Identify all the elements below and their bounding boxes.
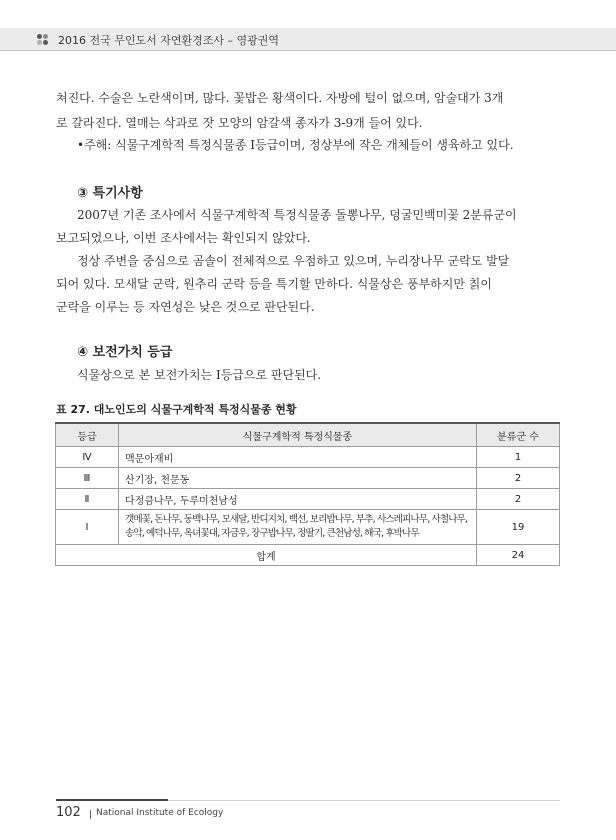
note-line: •주해: 식물구계학적 특정식물종 I등급이며, 정상부에 작은 개체들이 생육하고 있다. — [77, 138, 514, 152]
footer-separator — [90, 810, 91, 819]
count-cell: 1 — [477, 447, 560, 468]
grade-cell: Ⅱ — [56, 489, 119, 510]
footer-accent-bar — [56, 799, 168, 801]
species-line: 갯메꽃, 돈나무, 동백나무, 모새달, 반디지치, 백선, 보리밥나무, 부추, 사스레피나무, 사철나무, — [125, 514, 468, 525]
grade-cell: Ⅳ — [56, 447, 119, 468]
count-cell: 19 — [477, 510, 560, 545]
total-count-cell: 24 — [477, 545, 560, 566]
species-table — [55, 422, 560, 566]
species-line: 송악, 예덕나무, 옥녀꽃대, 자금우, 장구밥나무, 정딸기, 큰천남성, 해국, 후박나무 — [125, 528, 419, 539]
grade-cell: Ⅰ — [56, 510, 119, 545]
total-label-cell: 합계 — [56, 545, 477, 566]
column-header-grade: 등급 — [56, 423, 119, 447]
column-header-count: 분류군 수 — [477, 423, 560, 447]
footer-institute: National Institute of Ecology — [96, 808, 224, 818]
grade-cell: Ⅲ — [56, 468, 119, 489]
count-cell: 2 — [477, 468, 560, 489]
paragraph-line: 되어 있다. 모새달 군락, 원추리 군락 등을 특기할 만하다. 식물상은 풍부하지만 칡이 — [56, 277, 492, 291]
column-header-species: 식물구계학적 특정식물종 — [119, 423, 477, 447]
header-title: 2016 전국 무인도서 자연환경조사 – 영광권역 — [58, 34, 279, 47]
table-row — [56, 489, 560, 510]
paragraph-line: 로 갈라진다. 열매는 삭과로 잣 모양의 암갈색 종자가 3-9개 들어 있다. — [56, 116, 423, 130]
count-cell: 2 — [477, 489, 560, 510]
header-dots-icon — [37, 34, 51, 44]
footer-divider — [168, 800, 560, 801]
paragraph-line: 쳐진다. 수술은 노란색이며, 많다. 꽃밥은 황색이다. 자방에 털이 없으며, 암술대가 3개 — [56, 91, 504, 105]
section-heading-conservation: ④ 보전가치 등급 — [77, 345, 173, 360]
species-cell: 맥문아재비 — [119, 447, 477, 468]
species-cell: 다정큼나무, 두루미천남성 — [119, 489, 477, 510]
page-number: 102 — [56, 805, 81, 820]
table-row — [56, 468, 560, 489]
running-header — [0, 28, 616, 51]
paragraph-line: 보고되었으나, 이번 조사에서는 확인되지 않았다. — [56, 231, 311, 245]
paragraph-line: 2007년 기존 조사에서 식물구계학적 특정식물종 돌뽕나무, 덩굴민백미꽃 2분류군이 — [77, 208, 517, 222]
paragraph-line: 식물상으로 본 보전가치는 I등급으로 판단된다. — [77, 368, 322, 382]
table-caption: 표 27. 대노인도의 식물구계학적 특정식물종 현황 — [56, 403, 297, 416]
table-row — [56, 447, 560, 468]
species-cell: 산기장, 천문동 — [119, 468, 477, 489]
paragraph-line: 정상 주변을 중심으로 곰솔이 전체적으로 우점하고 있으며, 누리장나무 군락도 발달 — [77, 254, 510, 268]
species-cell — [119, 510, 477, 545]
paragraph-line: 군락을 이루는 등 자연성은 낮은 것으로 판단된다. — [56, 300, 315, 314]
table-row — [56, 510, 560, 545]
table-total-row — [56, 545, 560, 566]
section-heading-special: ③ 특기사항 — [77, 186, 143, 201]
table-header-row — [56, 423, 560, 447]
